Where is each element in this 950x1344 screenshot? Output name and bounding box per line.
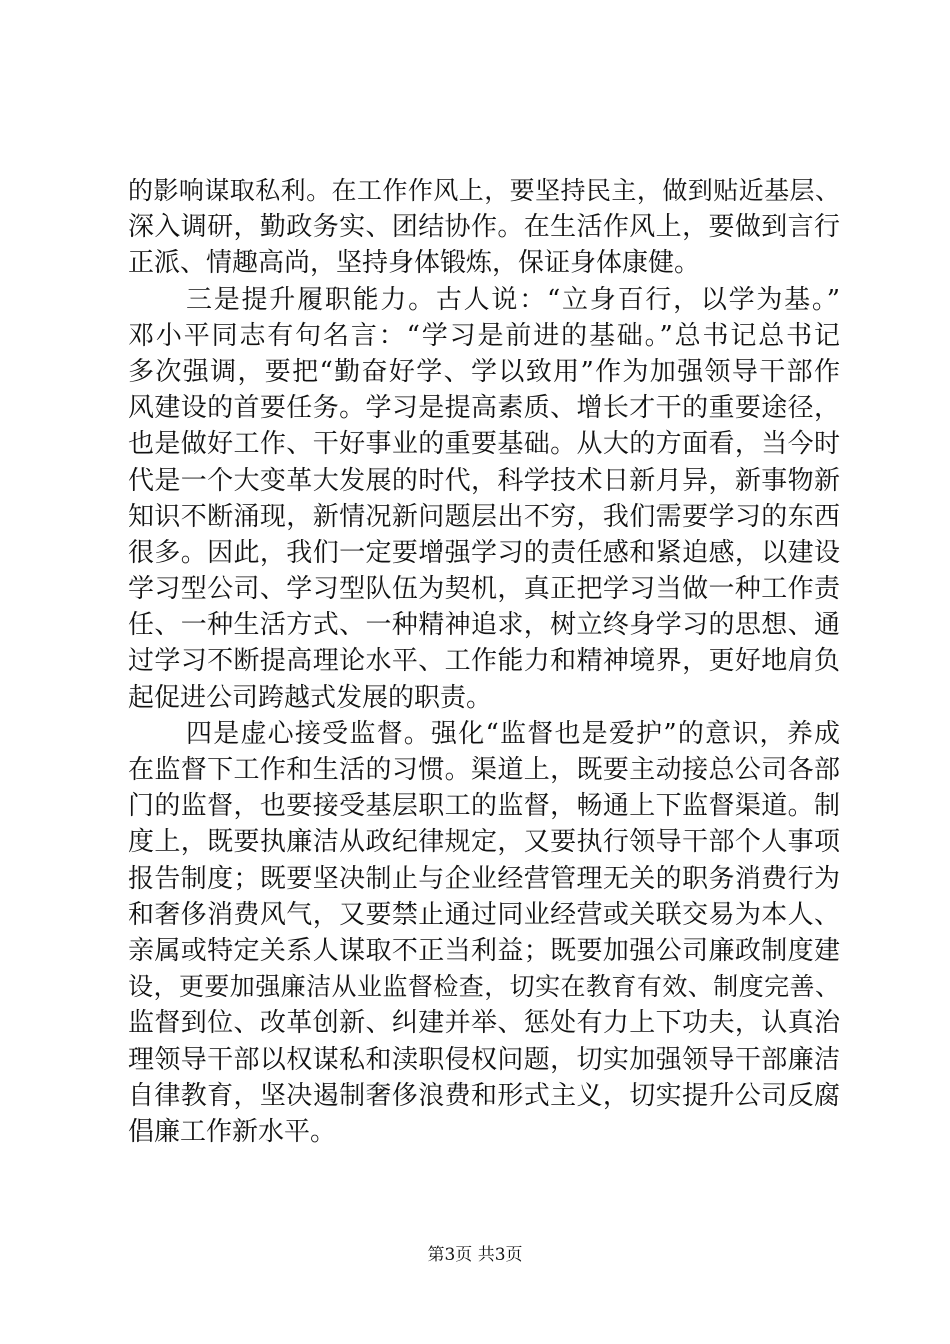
document-body <box>128 173 840 1150</box>
text-line: 很多。因此，我们一定要增强学习的责任感和紧迫感，以建设 <box>128 537 840 568</box>
text-line: 度上，既要执廉洁从政纪律规定，又要执行领导干部个人事项 <box>128 827 840 858</box>
text-line: 深入调研，勤政务实、团结协作。在生活作风上，要做到言行 <box>128 212 840 243</box>
text-line: 倡廉工作新水平。 <box>128 1116 337 1147</box>
page-number-label: 第3页 共3页 <box>427 1245 523 1265</box>
text-line: 亲属或特定关系人谋取不正当利益；既要加强公司廉政制度建 <box>128 935 840 966</box>
text-line: 监督到位、改革创新、纠建并举、惩处有力上下功夫，认真治 <box>128 1008 840 1039</box>
text-line: 知识不断涌现，新情况新问题层出不穷，我们需要学习的东西 <box>128 501 840 532</box>
text-line: 四是虚心接受监督。强化“监督也是爱护”的意识，养成 <box>186 718 840 749</box>
text-line: 设，更要加强廉洁从业监督检查，切实在教育有效、制度完善、 <box>128 972 840 1002</box>
paragraph-1 <box>128 173 840 282</box>
text-line: 门的监督，也要接受基层职工的监督，畅通上下监督渠道。制 <box>128 791 840 822</box>
text-line: 在监督下工作和生活的习惯。渠道上，既要主动接总公司各部 <box>128 755 840 785</box>
text-line: 理领导干部以权谋私和渎职侵权问题，切实加强领导干部廉洁 <box>128 1044 840 1075</box>
text-line: 过学习不断提高理论水平、工作能力和精神境界，更好地肩负 <box>128 646 840 677</box>
text-line: 和奢侈消费风气，又要禁止通过同业经营或关联交易为本人、 <box>128 899 840 930</box>
text-line: 正派、情趣高尚，坚持身体锻炼，保证身体康健。 <box>128 248 701 279</box>
text-line: 任、一种生活方式、一种精神追求，树立终身学习的思想、通 <box>128 610 840 641</box>
text-line: 也是做好工作、干好事业的重要基础。从大的方面看，当今时 <box>128 429 840 460</box>
text-line: 邓小平同志有句名言：“学习是前进的基础。”总书记总书记 <box>128 320 840 351</box>
text-line: 三是提升履职能力。古人说：“立身百行，以学为基。” <box>186 284 840 315</box>
text-line: 风建设的首要任务。学习是提高素质、增长才干的重要途径， <box>128 393 840 424</box>
page-footer <box>0 1245 950 1265</box>
paragraph-2 <box>128 282 840 716</box>
text-line: 多次强调，要把“勤奋好学、学以致用”作为加强领导干部作 <box>128 356 840 387</box>
text-line: 学习型公司、学习型队伍为契机，真正把学习当做一种工作责 <box>128 574 840 605</box>
paragraph-3 <box>128 716 840 1150</box>
text-line: 起促进公司跨越式发展的职责。 <box>128 682 493 713</box>
text-line: 报告制度；既要坚决制止与企业经营管理无关的职务消费行为 <box>128 863 840 894</box>
text-line: 的影响谋取私利。在工作作风上，要坚持民主，做到贴近基层、 <box>128 176 840 205</box>
text-line: 代是一个大变革大发展的时代，科学技术日新月异，新事物新 <box>128 465 840 496</box>
text-line: 自律教育，坚决遏制奢侈浪费和形式主义，切实提升公司反腐 <box>128 1080 840 1111</box>
